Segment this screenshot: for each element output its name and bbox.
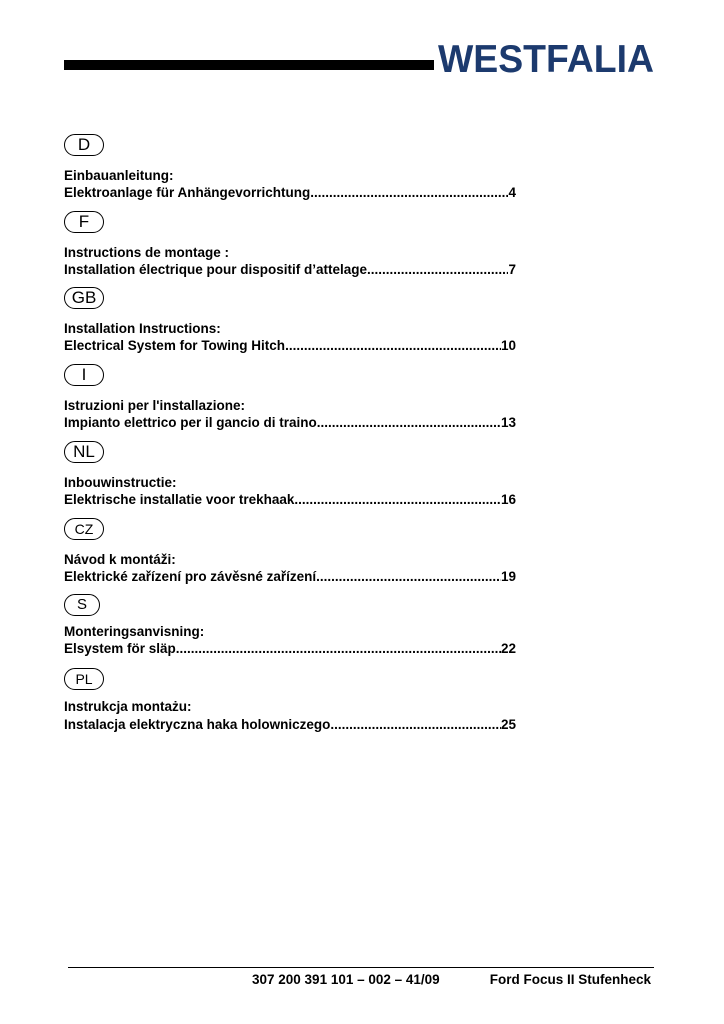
toc-heading: Instructions de montage : [64,245,230,260]
toc-title: Elektrische installatie voor trekhaak [64,492,295,507]
toc-entry-f [64,211,524,277]
toc-entry-cz [64,518,524,584]
leader-dots [176,641,501,657]
toc-entry-gb [64,287,524,353]
language-badge: D [64,134,104,156]
toc-heading: Istruzioni per l'installazione: [64,398,245,413]
toc-heading: Návod k montáži: [64,552,176,567]
toc-title: Instalacja elektryczna haka holowniczego [64,717,331,732]
toc-line[interactable] [64,717,516,733]
language-badge: NL [64,441,104,463]
toc-heading: Monteringsanvisning: [64,624,205,639]
toc-line[interactable] [64,262,516,278]
toc-title: Elektrické zařízení pro závěsné zařízení [64,569,317,584]
toc-title: Electrical System for Towing Hitch [64,338,286,353]
leader-dots [330,717,501,733]
header-rule [64,60,434,70]
leader-dots [367,262,508,278]
westfalia-logo [438,40,658,76]
toc-line[interactable] [64,185,516,201]
language-badge: I [64,364,104,386]
toc-line[interactable] [64,641,516,657]
page-number: 22 [500,641,516,656]
footer-rule [68,967,654,968]
leader-dots [317,415,501,431]
toc-title: Elsystem för släp [64,641,176,656]
leader-dots [310,185,508,201]
page-number: 13 [500,415,516,430]
toc-entry-nl [64,441,524,507]
toc-title: Elektroanlage für Anhängevorrichtung [64,185,311,200]
leader-dots [316,569,501,585]
toc-line[interactable] [64,569,516,585]
logo-text: WESTFALIA [438,40,654,76]
page-number: 16 [500,492,516,507]
toc-heading: Inbouwinstructie: [64,475,177,490]
page-number: 25 [500,717,516,732]
page-number: 19 [500,569,516,584]
page-number: 10 [500,338,516,353]
document-code: 307 200 391 101 – 002 – 41/09 [252,972,440,987]
language-badge: S [64,594,100,616]
toc-line[interactable] [64,492,516,508]
language-badge: GB [64,287,104,309]
language-badge: CZ [64,518,104,540]
leader-dots [285,338,501,354]
toc-entry-i [64,364,524,430]
page-number: 4 [508,185,516,200]
toc-title: Installation électrique pour dispositif d’attelage [64,262,368,277]
page-number: 7 [508,262,516,277]
toc-entry-d [64,134,524,200]
toc-heading: Installation Instructions: [64,321,221,336]
language-badge: PL [64,668,104,690]
toc-heading: Instrukcja montażu: [64,699,192,714]
toc-entry-pl [64,668,524,732]
language-badge: F [64,211,104,233]
vehicle-model: Ford Focus II Stufenheck [489,972,651,987]
toc-title: Impianto elettrico per il gancio di traino [64,415,317,430]
toc-entry-s [64,594,524,656]
toc-line[interactable] [64,415,516,431]
leader-dots [294,492,501,508]
toc-line[interactable] [64,338,516,354]
toc-heading: Einbauanleitung: [64,168,174,183]
